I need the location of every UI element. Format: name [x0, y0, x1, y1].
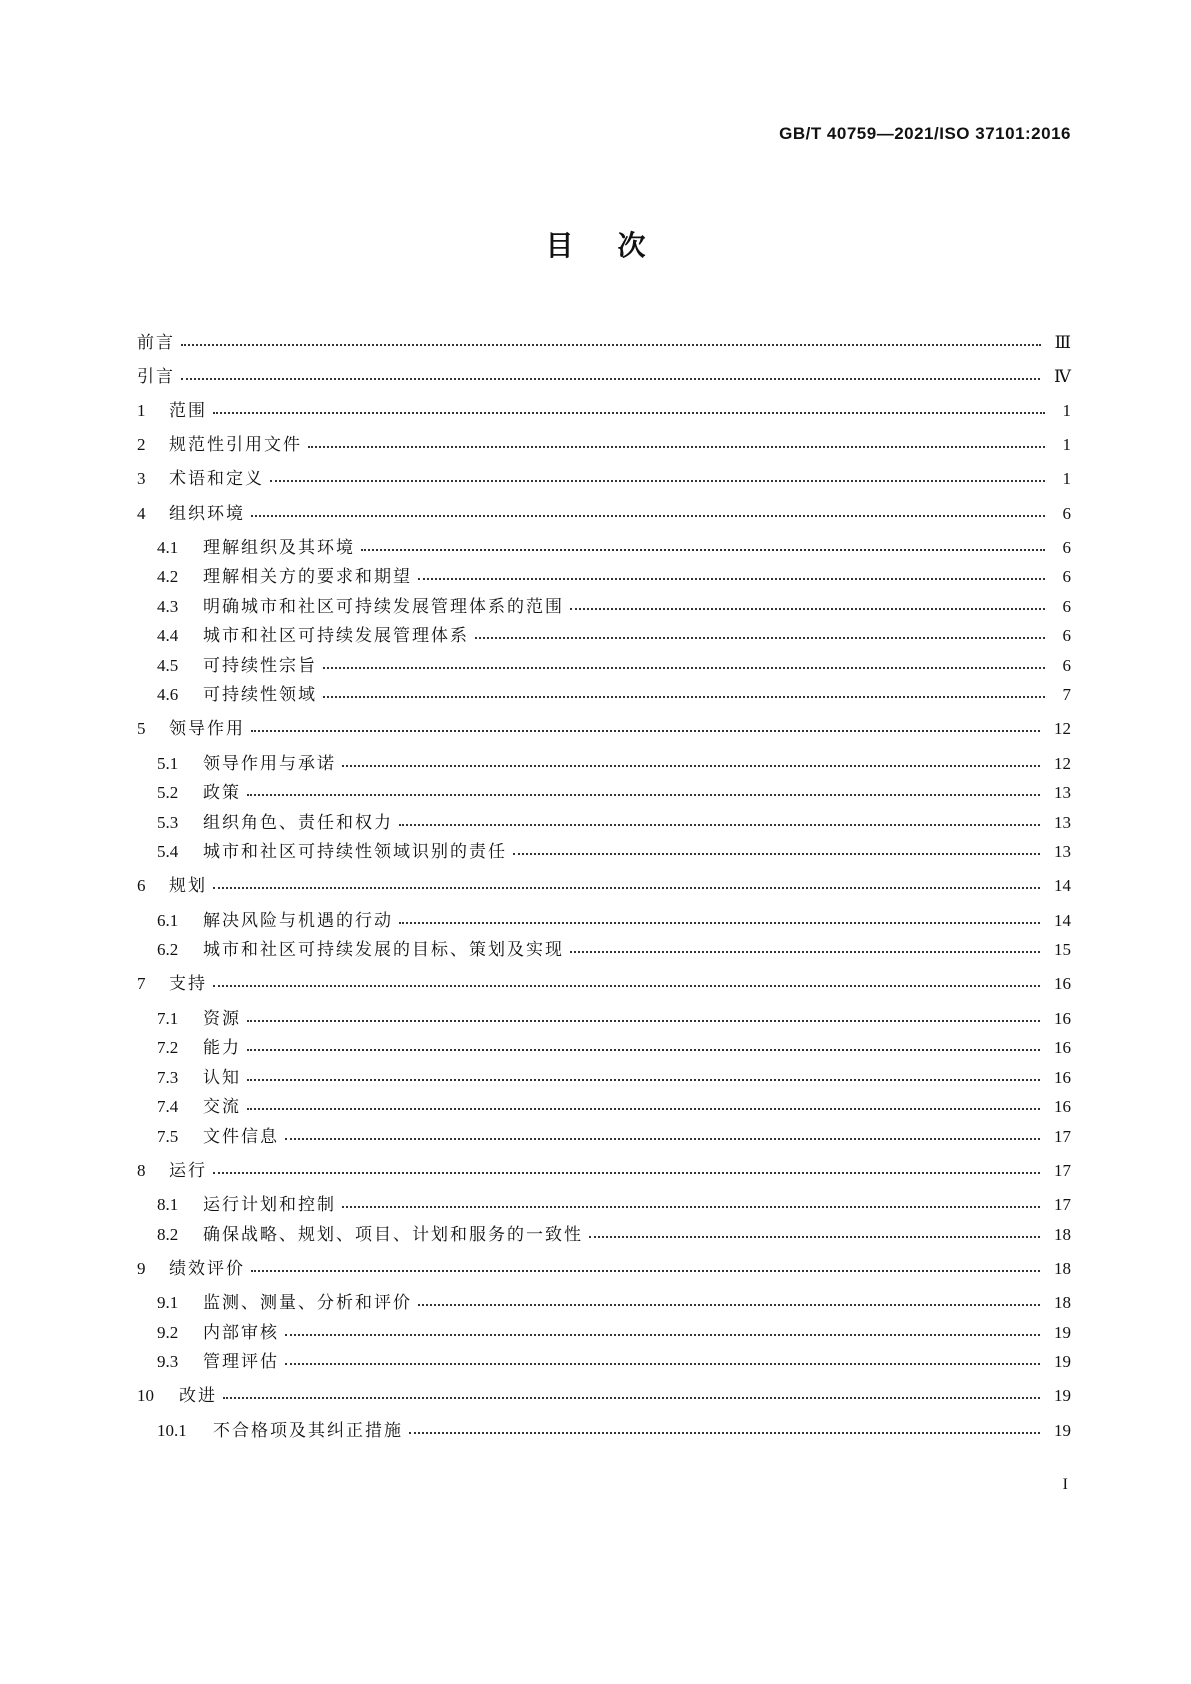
- toc-entry-number: 4.3: [157, 597, 179, 616]
- toc-dot-leader: [589, 1236, 1040, 1238]
- toc-entry-page: 13: [1054, 783, 1071, 802]
- toc-entry-page: 14: [1054, 911, 1071, 930]
- toc-entry-page: 16: [1054, 1068, 1071, 1087]
- toc-entry-number: 4.5: [157, 656, 179, 675]
- toc-entry-title: 领导作用与承诺: [203, 754, 336, 774]
- toc-dot-leader: [247, 1079, 1040, 1081]
- toc-entry[interactable]: [157, 810, 1071, 836]
- toc-dot-leader: [213, 412, 1045, 414]
- toc-entry-title: 可持续性宗旨: [203, 656, 317, 676]
- toc-dot-leader: [213, 985, 1040, 987]
- toc-entry-page: 6: [1062, 538, 1071, 557]
- toc-entry-title: 认知: [203, 1068, 241, 1088]
- toc-dot-leader: [409, 1432, 1040, 1434]
- toc-dot-leader: [399, 922, 1040, 924]
- toc-entry[interactable]: [157, 751, 1071, 777]
- toc-entry-title: 监测、测量、分析和评价: [203, 1293, 412, 1313]
- footer-page-number: I: [1062, 1476, 1068, 1493]
- toc-entry[interactable]: [137, 873, 1071, 899]
- toc-entry[interactable]: [137, 1383, 1071, 1409]
- toc-entry[interactable]: [157, 908, 1071, 934]
- toc-entry-title: 改进: [179, 1386, 217, 1406]
- toc-entry-number: 5: [137, 719, 146, 738]
- toc-dot-leader: [570, 608, 1045, 610]
- toc-entry-page: 19: [1054, 1386, 1071, 1405]
- toc-entry-page: 16: [1054, 1097, 1071, 1116]
- toc-entry[interactable]: [157, 1094, 1071, 1120]
- toc-entry-title: 资源: [203, 1009, 241, 1029]
- toc-entry-title: 理解相关方的要求和期望: [203, 567, 412, 587]
- toc-entry-number: 4.2: [157, 567, 179, 586]
- toc-entry-page: 6: [1062, 656, 1071, 675]
- standard-code: GB/T 40759—2021/ISO 37101:2016: [779, 124, 1071, 143]
- toc-dot-leader: [251, 515, 1045, 517]
- toc-entry[interactable]: [157, 1035, 1071, 1061]
- toc-entry-number: 5.2: [157, 783, 179, 802]
- toc-entry-number: 7.4: [157, 1097, 179, 1116]
- toc-entry[interactable]: [157, 1290, 1071, 1316]
- toc-dot-leader: [361, 549, 1045, 551]
- toc-entry-number: 5.3: [157, 813, 179, 832]
- page-title: 目次: [545, 229, 690, 262]
- toc-entry-page: 1: [1062, 435, 1071, 454]
- toc-entry-title: 领导作用: [169, 719, 245, 739]
- toc-entry-title: 运行: [169, 1161, 207, 1181]
- toc-entry-title: 支持: [169, 974, 207, 994]
- toc-entry[interactable]: [157, 839, 1071, 865]
- toc-entry-page: 16: [1054, 1009, 1071, 1028]
- toc-entry-page: 19: [1054, 1323, 1071, 1342]
- toc-dot-leader: [247, 794, 1040, 796]
- toc-entry-page: 6: [1062, 626, 1071, 645]
- toc-entry[interactable]: [137, 716, 1071, 742]
- toc-entry-title: 组织角色、责任和权力: [203, 813, 393, 833]
- toc-dot-leader: [223, 1397, 1040, 1399]
- toc-entry-number: 9.2: [157, 1323, 179, 1342]
- toc-dot-leader: [342, 765, 1040, 767]
- toc-entry-number: 7.2: [157, 1038, 179, 1057]
- toc-dot-leader: [418, 578, 1045, 580]
- toc-dot-leader: [285, 1138, 1040, 1140]
- toc-entry[interactable]: [137, 364, 1071, 390]
- toc-entry-title: 解决风险与机遇的行动: [203, 911, 393, 931]
- toc-entry-title: 城市和社区可持续发展的目标、策划及实现: [203, 940, 564, 960]
- toc-entry-page: 18: [1054, 1225, 1071, 1244]
- toc-dot-leader: [399, 824, 1040, 826]
- toc-dot-leader: [285, 1334, 1040, 1336]
- toc-entry-page: 1: [1062, 469, 1071, 488]
- toc-entry-page: 19: [1054, 1352, 1071, 1371]
- toc-entry-number: 6.2: [157, 940, 179, 959]
- toc-entry-number: 1: [137, 401, 146, 420]
- toc-entry-page: 17: [1054, 1127, 1071, 1146]
- toc-entry-title: 可持续性领域: [203, 685, 317, 705]
- toc-entry-number: 7.1: [157, 1009, 179, 1028]
- toc-entry-title: 确保战略、规划、项目、计划和服务的一致性: [203, 1225, 583, 1245]
- toc-entry-page: 12: [1054, 754, 1071, 773]
- toc-entry[interactable]: [157, 780, 1071, 806]
- toc-entry-page: 1: [1062, 401, 1071, 420]
- toc-entry[interactable]: [137, 971, 1071, 997]
- toc-entry[interactable]: [157, 594, 1071, 620]
- toc-entry[interactable]: [137, 501, 1071, 527]
- toc-entry-number: 5.4: [157, 842, 179, 861]
- toc-entry-title: 交流: [203, 1097, 241, 1117]
- toc-entry-page: 17: [1054, 1195, 1071, 1214]
- toc-entry-page: 18: [1054, 1259, 1071, 1278]
- toc-entry[interactable]: [157, 564, 1071, 590]
- toc-entry[interactable]: [137, 330, 1071, 356]
- toc-entry-number: 10: [137, 1386, 154, 1405]
- toc-entry-page: 17: [1054, 1161, 1071, 1180]
- toc-dot-leader: [247, 1020, 1040, 1022]
- toc-entry-title: 管理评估: [203, 1352, 279, 1372]
- toc-entry[interactable]: [137, 466, 1071, 492]
- toc-entry[interactable]: [157, 623, 1071, 649]
- toc-entry-number: 7: [137, 974, 146, 993]
- toc-entry[interactable]: [157, 1006, 1071, 1032]
- toc-dot-leader: [181, 378, 1040, 380]
- toc-entry-page: 14: [1054, 876, 1071, 895]
- toc-dot-leader: [247, 1049, 1040, 1051]
- toc-entry-title: 规范性引用文件: [169, 435, 302, 455]
- toc-entry[interactable]: [157, 1349, 1071, 1375]
- toc-dot-leader: [418, 1304, 1040, 1306]
- toc-entry-title: 范围: [169, 401, 207, 421]
- toc-entry-title: 理解组织及其环境: [203, 538, 355, 558]
- toc-entry-page: 12: [1054, 719, 1071, 738]
- toc-dot-leader: [213, 1172, 1040, 1174]
- toc-dot-leader: [270, 480, 1045, 482]
- toc-entry-title: 城市和社区可持续性领域识别的责任: [203, 842, 507, 862]
- toc-entry-title: 运行计划和控制: [203, 1195, 336, 1215]
- toc-entry-title: 能力: [203, 1038, 241, 1058]
- toc-entry[interactable]: [157, 937, 1071, 963]
- toc-entry[interactable]: [157, 1418, 1071, 1444]
- toc-dot-leader: [513, 853, 1040, 855]
- toc-entry-page: 6: [1062, 567, 1071, 586]
- toc-entry[interactable]: [157, 1065, 1071, 1091]
- toc-dot-leader: [342, 1206, 1040, 1208]
- toc-entry-title: 组织环境: [169, 504, 245, 524]
- toc-entry-title: 前言: [137, 333, 175, 353]
- toc-entry-page: 6: [1062, 504, 1071, 523]
- toc-entry-number: 6: [137, 876, 146, 895]
- toc-entry-title: 文件信息: [203, 1127, 279, 1147]
- toc-entry-page: 16: [1054, 974, 1071, 993]
- toc-entry-number: 8.2: [157, 1225, 179, 1244]
- toc-entry-page: 7: [1062, 685, 1071, 704]
- toc-dot-leader: [323, 696, 1045, 698]
- toc-entry[interactable]: [157, 1320, 1071, 1346]
- toc-entry[interactable]: [137, 1256, 1071, 1282]
- toc-dot-leader: [251, 730, 1040, 732]
- toc-entry-page: Ⅳ: [1054, 367, 1071, 386]
- toc-entry-title: 内部审核: [203, 1323, 279, 1343]
- toc-dot-leader: [181, 344, 1041, 346]
- toc-entry[interactable]: [137, 398, 1071, 424]
- toc-entry[interactable]: [157, 1222, 1071, 1248]
- toc-entry-number: 2: [137, 435, 146, 454]
- toc-entry-page: 13: [1054, 842, 1071, 861]
- toc-entry-page: 6: [1062, 597, 1071, 616]
- toc-entry-number: 8.1: [157, 1195, 179, 1214]
- toc-entry[interactable]: [157, 1124, 1071, 1150]
- toc-entry[interactable]: [157, 535, 1071, 561]
- toc-entry[interactable]: [157, 1192, 1071, 1218]
- toc-entry-number: 3: [137, 469, 146, 488]
- toc-entry-title: 引言: [137, 367, 175, 387]
- toc-dot-leader: [475, 637, 1045, 639]
- toc-dot-leader: [570, 951, 1040, 953]
- toc-entry-title: 规划: [169, 876, 207, 896]
- toc-entry-title: 不合格项及其纠正措施: [213, 1421, 403, 1441]
- toc-entry-number: 7.5: [157, 1127, 179, 1146]
- toc-entry-number: 4.1: [157, 538, 179, 557]
- toc-dot-leader: [323, 667, 1045, 669]
- toc-entry-page: 13: [1054, 813, 1071, 832]
- toc-entry-number: 5.1: [157, 754, 179, 773]
- toc-dot-leader: [213, 887, 1040, 889]
- toc-entry-number: 7.3: [157, 1068, 179, 1087]
- toc-entry[interactable]: [157, 653, 1071, 679]
- toc-entry-title: 术语和定义: [169, 469, 264, 489]
- toc-dot-leader: [285, 1363, 1040, 1365]
- toc-entry-page: 16: [1054, 1038, 1071, 1057]
- toc-entry-number: 9.3: [157, 1352, 179, 1371]
- toc-entry[interactable]: [137, 1158, 1071, 1184]
- toc-entry-title: 城市和社区可持续发展管理体系: [203, 626, 469, 646]
- toc-entry-page: Ⅲ: [1054, 333, 1071, 352]
- toc-entry-number: 4: [137, 504, 146, 523]
- toc-entry-title: 明确城市和社区可持续发展管理体系的范围: [203, 597, 564, 617]
- toc-entry-title: 政策: [203, 783, 241, 803]
- toc-dot-leader: [247, 1108, 1040, 1110]
- toc-entry-number: 4.4: [157, 626, 179, 645]
- toc-entry-number: 9.1: [157, 1293, 179, 1312]
- toc-entry-page: 15: [1054, 940, 1071, 959]
- toc-entry-page: 19: [1054, 1421, 1071, 1440]
- toc-entry-page: 18: [1054, 1293, 1071, 1312]
- toc-dot-leader: [308, 446, 1045, 448]
- toc-entry-number: 6.1: [157, 911, 179, 930]
- toc-entry-number: 8: [137, 1161, 146, 1180]
- toc-entry-number: 9: [137, 1259, 146, 1278]
- toc-entry-number: 4.6: [157, 685, 179, 704]
- toc-dot-leader: [251, 1270, 1040, 1272]
- toc-entry-title: 绩效评价: [169, 1259, 245, 1279]
- toc-entry-number: 10.1: [157, 1421, 187, 1440]
- toc-entry[interactable]: [157, 682, 1071, 708]
- toc-entry[interactable]: [137, 432, 1071, 458]
